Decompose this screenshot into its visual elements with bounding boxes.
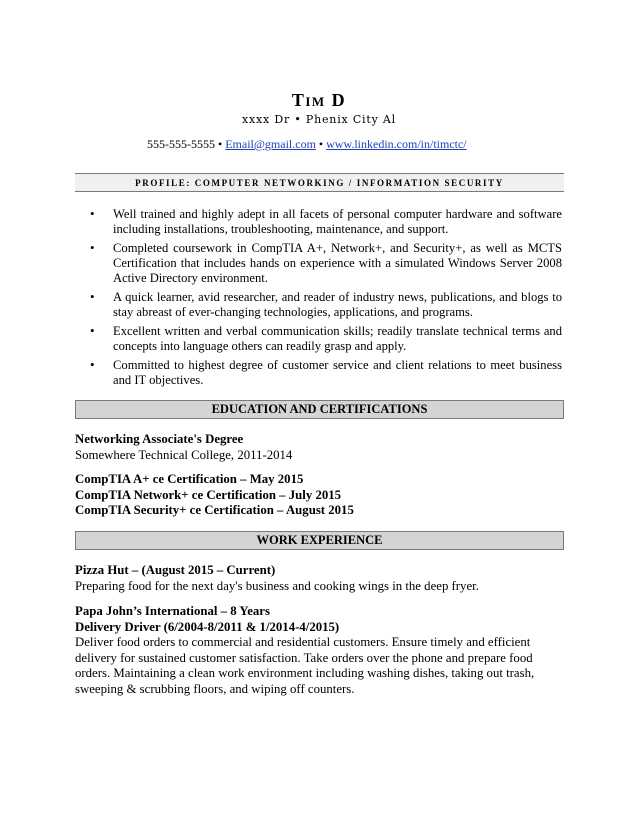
education-section-header: EDUCATION AND CERTIFICATIONS xyxy=(75,400,564,419)
degree-title: Networking Associate's Degree xyxy=(75,432,244,446)
bullet-icon: • xyxy=(90,288,95,304)
candidate-name-text: Tim D xyxy=(291,90,347,110)
job-description: Preparing food for the next day's business and cooking wings in the deep fryer. xyxy=(75,578,479,593)
separator-bullet: • xyxy=(218,137,223,151)
separator-bullet: • xyxy=(318,137,324,151)
certifications-block xyxy=(75,472,564,519)
candidate-address: xxxx Dr • Phenix City Al xyxy=(242,113,396,126)
profile-item-text: Well trained and highly adept in all facets of personal computer hardware and software including installations, troubleshooting, maintenance, and support. xyxy=(113,207,562,236)
profile-item-text: A quick learner, avid researcher, and reader of industry news, publications, and blogs to stay abreast of ever-changing technologies, applications, and programs. xyxy=(113,289,562,319)
contact-line xyxy=(147,137,507,152)
job-entry-pizza-hut xyxy=(75,563,564,594)
job-title: Delivery Driver (6/2004-8/2011 & 1/2014-4/2015) xyxy=(75,619,340,634)
bullet-icon: • xyxy=(90,357,95,373)
list-item xyxy=(90,207,562,237)
bullet-icon: • xyxy=(90,323,95,339)
bullet-icon: • xyxy=(90,240,95,256)
bullet-icon: • xyxy=(90,206,95,221)
certification-item: CompTIA Security+ ce Certification – August 2015 xyxy=(75,503,354,517)
job-employer: Papa John’s International – 8 Years xyxy=(75,604,270,618)
job-employer: Pizza Hut – (August 2015 – Current) xyxy=(75,563,276,577)
profile-bullet-list xyxy=(90,207,562,392)
school-line: Somewhere Technical College, 2011-2014 xyxy=(75,447,293,462)
job-description: Deliver food orders to commercial and residential customers. Ensure timely and efficient delivery for sustained customer satisfaction. Take orders over the phone and prepare food orders. Maintaining a clean work environment including washing dishes, taking out trash, sweeping & scrubbing floors, and wiping off counters. xyxy=(75,635,535,696)
profile-item-text: Completed coursework in CompTIA A+, Network+, and Security+, as well as MCTS Certification that includes hands on experience with a simulated Windows Server 2008 Active Directory environment. xyxy=(113,241,562,285)
profile-item-text: Committed to highest degree of customer service and client relations to meet business and IT objectives. xyxy=(113,358,562,387)
certification-item: CompTIA Network+ ce Certification – July 2015 xyxy=(75,487,342,502)
list-item xyxy=(90,290,562,320)
phone-number: 555-555-5555 xyxy=(147,137,215,151)
profile-item-text: Excellent written and verbal communication skills; readily translate technical terms and concepts into language others can readily grasp and apply. xyxy=(113,324,562,353)
list-item xyxy=(90,324,562,354)
certification-item: CompTIA A+ ce Certification – May 2015 xyxy=(75,472,304,486)
linkedin-link[interactable]: www.linkedin.com/in/timctc/ xyxy=(326,137,467,151)
candidate-name xyxy=(0,90,638,111)
profile-section-header: PROFILE: COMPUTER NETWORKING / INFORMATION SECURITY xyxy=(75,173,564,192)
education-degree-block xyxy=(75,432,564,463)
list-item xyxy=(90,358,562,388)
work-section-header: WORK EXPERIENCE xyxy=(75,531,564,550)
job-entry-papa-johns xyxy=(75,604,564,697)
list-item xyxy=(90,241,562,285)
email-link[interactable]: Email@gmail.com xyxy=(225,137,316,151)
